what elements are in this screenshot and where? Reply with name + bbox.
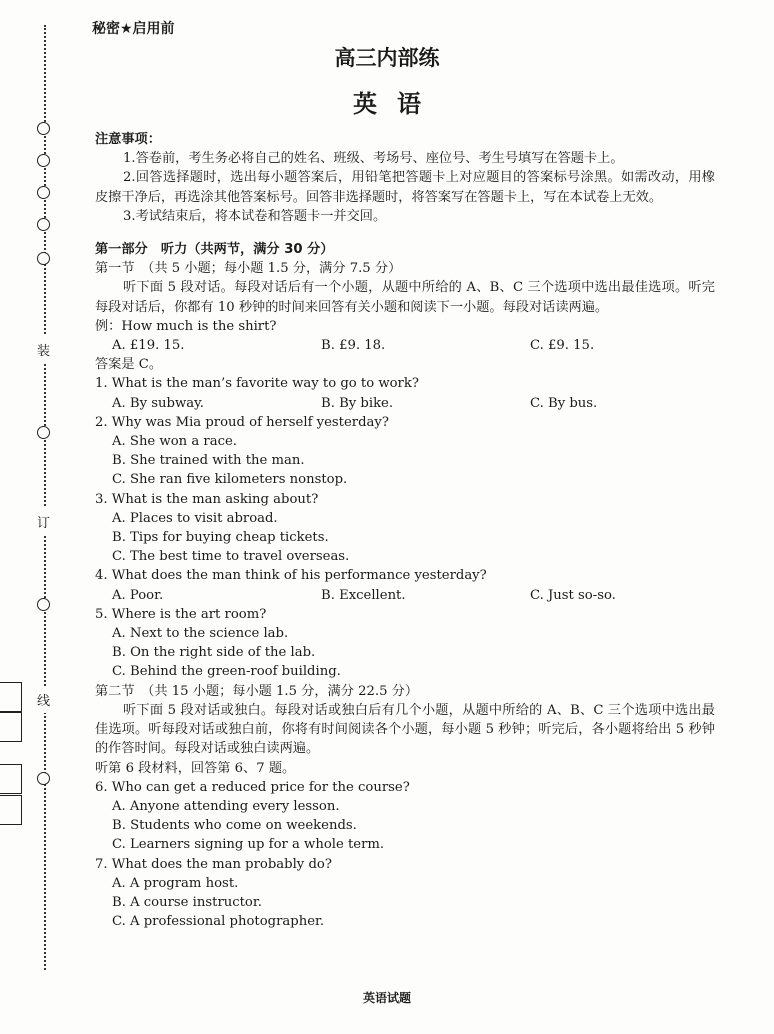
option-b: B. By bike. (321, 395, 394, 411)
section1-heading: 第一节 （共 5 小题；每小题 1.5 分，满分 7.5 分） (95, 261, 402, 277)
info-box (0, 764, 22, 794)
notice-item: 1.答卷前，考生务必将自己的姓名、班级、考场号、座位号、考生号填写在答题卡上。 (123, 151, 624, 167)
option-c: C. By bus. (530, 395, 598, 411)
exam-content (95, 130, 715, 931)
page-footer: 英语试题 (362, 991, 411, 1005)
option-a: A. Anyone attending every lesson. (112, 798, 340, 814)
option-a: A. Next to the science lab. (112, 626, 289, 642)
binding-hole (37, 122, 50, 135)
option-b: B. A course instructor. (112, 894, 262, 910)
option-b: B. She trained with the man. (112, 453, 305, 469)
option-c: C. Just so-so. (530, 587, 616, 603)
binding-hole (37, 154, 50, 167)
part1-heading: 第一部分 听力（共两节，满分 30 分） (95, 242, 334, 258)
notice-heading: 注意事项： (95, 132, 161, 147)
binding-label-zhuang: 装 (37, 336, 50, 363)
subject-title: 英语 (353, 90, 441, 118)
option-c: C. She ran five kilometers nonstop. (112, 472, 348, 488)
option-b: B. On the right side of the lab. (112, 645, 316, 661)
example-answer: 答案是 C。 (95, 357, 163, 373)
binding-hole (37, 186, 50, 199)
option-c: C. Learners signing up for a whole term. (112, 837, 385, 853)
binding-hole (37, 252, 50, 265)
question: 4. What does the man think of his performance yesterday? (95, 568, 487, 584)
option-a: A. She won a race. (112, 434, 237, 450)
option-b: B. £9. 18. (321, 338, 386, 354)
option-b: B. Excellent. (321, 587, 406, 603)
options-row (95, 586, 715, 605)
material-label: 听第 6 段材料，回答第 6、7 题。 (95, 760, 296, 776)
section2-heading: 第二节 （共 15 小题；每小题 1.5 分，满分 22.5 分） (95, 683, 419, 699)
classification-label: 秘密★启用前 (92, 21, 175, 37)
option-a: A. Poor. (112, 587, 164, 603)
option-c: C. A professional photographer. (112, 914, 325, 930)
option-a: A. By subway. (112, 395, 204, 411)
example-options (95, 336, 715, 355)
binding-label-xian: 线 (37, 686, 50, 713)
notice-item: 2.回答选择题时，选出每小题答案后，用铅笔把答题卡上对应题目的答案标号涂黑。如需改动，用橡皮擦干净后，再选涂其他答案标号。回答非选择题时，将答案写在答题卡上，写在本试卷上无效。 (95, 170, 715, 205)
binding-label-ding: 订 (37, 508, 50, 535)
question: 1. What is the man’s favorite way to go to work? (95, 376, 419, 392)
option-c: C. £9. 15. (530, 338, 595, 354)
option-b: B. Tips for buying cheap tickets. (112, 530, 329, 546)
question: 7. What does the man probably do? (95, 856, 332, 872)
binding-hole (37, 598, 50, 611)
section1-instruction: 听下面 5 段对话。每段对话后有一个小题，从题中所给的 A、B、C 三个选项中选出最佳选项。听完每段对话后，你都有 10 秒钟的时间来回答有关小题和阅读下一小题。每段对话读两遍。 (95, 280, 715, 315)
notice-item: 3.考试结束后，将本试卷和答题卡一并交回。 (123, 208, 387, 224)
option-a: A. Places to visit abroad. (112, 510, 278, 526)
exam-title: 高三内部练 (334, 46, 440, 70)
info-box (0, 682, 22, 712)
question: 2. Why was Mia proud of herself yesterday? (95, 414, 389, 430)
option-a: A. £19. 15. (112, 338, 185, 354)
binding-hole (37, 426, 50, 439)
question: 6. Who can get a reduced price for the course? (95, 779, 410, 795)
info-box (0, 795, 22, 825)
option-c: C. The best time to travel overseas. (112, 549, 350, 565)
option-a: A. A program host. (112, 875, 239, 891)
option-c: C. Behind the green-roof building. (112, 664, 341, 680)
info-box (0, 712, 22, 742)
section2-instruction: 听下面 5 段对话或独白。每段对话或独白后有几个小题，从题中所给的 A、B、C 三个选项中选出最佳选项。听每段对话或独白前，你将有时间阅读各个小题，每小题 5 秒钟；听完后，各小题将给出 5 秒钟的作答时间。每段对话或独白读两遍。 (95, 702, 715, 757)
option-b: B. Students who come on weekends. (112, 818, 357, 834)
example-question: 例：How much is the shirt? (95, 318, 277, 334)
options-row (95, 394, 715, 413)
binding-hole (37, 218, 50, 231)
question: 3. What is the man asking about? (95, 491, 319, 507)
binding-hole (37, 772, 50, 785)
question: 5. Where is the art room? (95, 606, 267, 622)
